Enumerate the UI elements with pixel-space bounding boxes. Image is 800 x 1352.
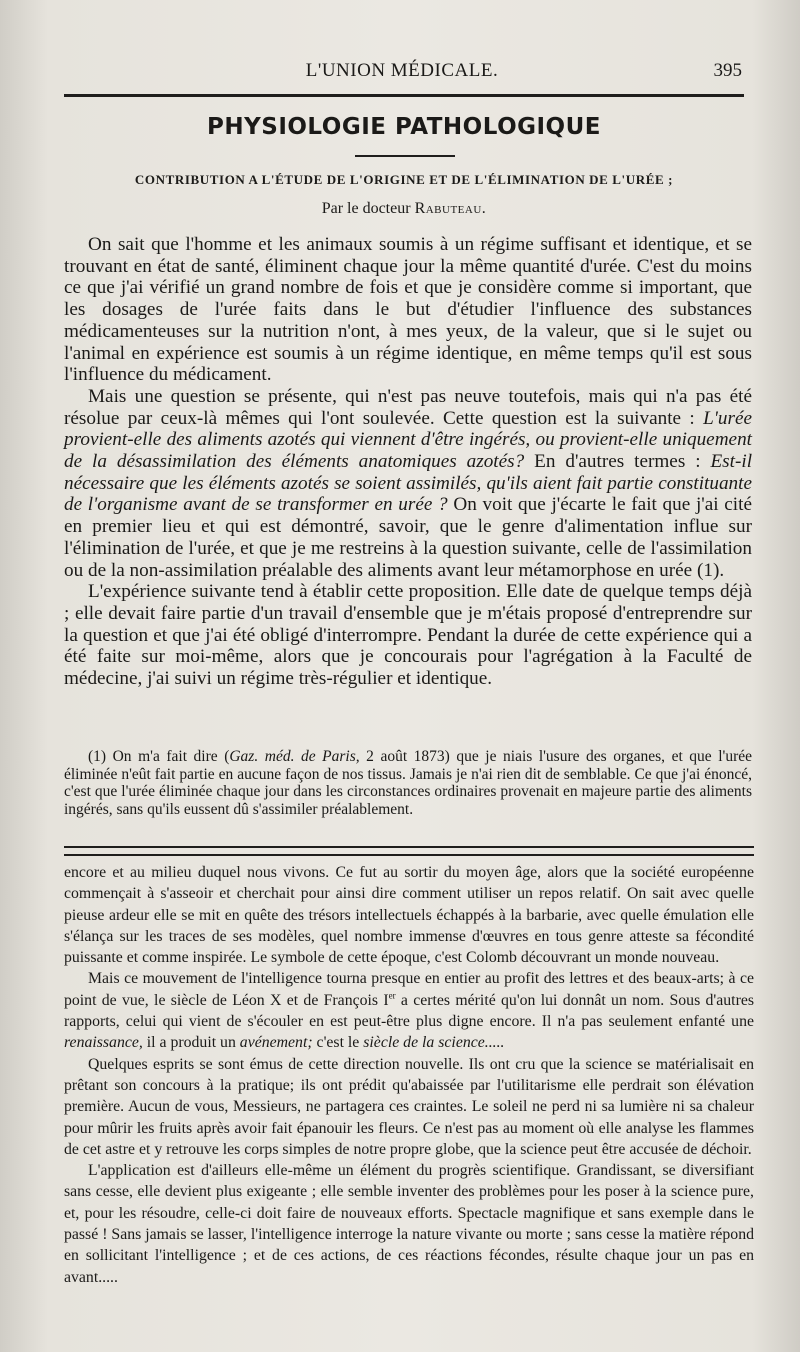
- feuilleton-p2-i2: avénement;: [239, 1034, 313, 1052]
- paragraph-2-text-c: En d'autres termes :: [534, 451, 701, 473]
- paragraph-3: L'expérience suivante tend à établir cette proposition. Elle date de quelque temps déjà ; elle devait faire partie d'un travail d'ensemble que je m'étais proposé d'entreprendre sur la question et que j'ai été obligé d'interrompre. Pendant la durée de cette expérience qui a été faite sur moi-même, alors que je concourais pour l'agrégation à la Faculté de médecine, j'ai suivi un régime très-régulier et identique.: [64, 581, 752, 690]
- footnote-text-a: (1) On m'a fait dire (: [88, 748, 230, 765]
- running-header: [62, 60, 742, 90]
- footnote: [64, 748, 752, 818]
- paragraph-2-question: L'urée provient-elle des aliments azotés qui viennent d'être ingérés, ou provient-elle uniquement de la désassimilation des éléments anatomiques azotés?: [64, 407, 753, 473]
- byline-prefix: Par le docteur: [321, 200, 411, 217]
- feuilleton-paragraph-2: [64, 968, 754, 1053]
- feuilleton-p2-i3: siècle de la science.....: [363, 1034, 505, 1052]
- paragraph-2-question-2: Est-il nécessaire que les éléments azotés se soient assimilés, qu'ils aient fait partie constituante de l'organisme avant de se transformer en urée ?: [64, 451, 753, 516]
- article-body: [64, 234, 752, 690]
- paragraph-2-text-e: On voit que j'écarte le fait que j'ai cité en premier lieu et qui est démontré, savoir, que le genre d'alimentation influe sur l'élimination de l'urée, et que je me restreins à la question suivante, celle de l'assimilation ou de la non-assimilation préalable des aliments avant leur métamorphose en urée (1).: [64, 494, 752, 581]
- footnote-source: Gaz. méd. de Paris,: [229, 748, 360, 765]
- article-subtitle: CONTRIBUTION A L'ÉTUDE DE L'ORIGINE ET DE L'ÉLIMINATION DE L'URÉE ;: [134, 172, 674, 187]
- page-number: 395: [713, 60, 742, 81]
- feuilleton-p2-c: il a produit un: [142, 1034, 240, 1052]
- feuilleton-p2-i1: renaissance,: [64, 1034, 143, 1052]
- header-rule: [64, 94, 744, 97]
- section-title: PHYSIOLOGIE PATHOLOGIQUE: [207, 114, 601, 140]
- feuilleton-p2-sup: er: [388, 990, 396, 1001]
- feuilleton-paragraph-4: L'application est d'ailleurs elle-même un élément du progrès scientifique. Grandissant, se diversifiant sans cesse, elle devient plus exigeante ; elle semble inventer des problèmes pour les poser à la science pure, et, pour les résoudre, celle-ci doit faire de nouveaux efforts. Spectacle magnifique et sans exemple dans le passé ! Sans jamais se lasser, l'intelligence interroge la nature vivante ou morte ; sans cesse la matière répond en sollicitant l'intelligence ; et de ces actions, de ces réactions fécondes, résulte chaque jour un pas en avant.....: [64, 1162, 754, 1286]
- paragraph-1: On sait que l'homme et les animaux soumis à un régime suffisant et identique, et se trouvant en état de santé, éliminent chaque jour la même quantité d'urée. C'est du moins ce que j'ai vérifié un grand nombre de fois et que je considère comme si important, que les dosages de l'urée faits dans le but d'étudier l'influence des substances médicamenteuses sur la nutrition n'ont, à mes yeux, de la valeur, que si le sujet ou l'animal en expérience est soumis à un régime identique, en même temps qu'il est sous l'influence du médicament.: [64, 234, 752, 386]
- paragraph-2: [64, 386, 752, 581]
- journal-title: L'UNION MÉDICALE.: [305, 60, 499, 81]
- feuilleton-p2-d: c'est le: [312, 1034, 364, 1052]
- feuilleton-paragraph-3: Quelques esprits se sont émus de cette direction nouvelle. Ils ont cru que la science se matérialisait en prêtant son concours à la pratique; ils ont prédit qu'abaissée par l'utilitarisme elle perdrait son élévation première. Aucun de vous, Messieurs, ne partagera ces craintes. Le soleil ne perd ni sa lumière ni sa chaleur pour mûrir les fruits après avoir fait épanouir les fleurs. Ce n'est pas au moment où elle analyse les flammes de cet astre et y retrouve les corps simples de notre propre globe, que la science peut être accusée de déchoir.: [64, 1055, 754, 1158]
- paragraph-2-text-a: Mais une question se présente, qui n'est pas neuve toutefois, mais qui n'a pas été résolue par ceux-là mêmes qui l'ont soulevée. Cette question est la suivante :: [64, 385, 752, 429]
- byline: [64, 200, 744, 218]
- feuilleton-paragraph-1: encore et au milieu duquel nous vivons. Ce fut au sortir du moyen âge, alors que la société européenne commençait à s'asseoir et cherchait pour ainsi dire comment utiliser un repos relatif. On sait avec quelle pieuse ardeur elle se mit en quête des trésors intellectuels échappés à la barbarie, avec quelle émulation elle s'élança sur les traces de ses modèles, quel nombre immense d'œuvres en tous genre atteste sa fécondité puissante et comme inspirée. Le symbole de cette époque, c'est Colomb découvrant un monde nouveau.: [64, 864, 754, 967]
- feuilleton-rule: [64, 846, 754, 856]
- footnote-text-b: 2 août 1873) que je niais l'usure des organes, et que l'urée éliminée n'eût fait partie en aucune façon de nos tissus. Jamais je n'ai rien dit de semblable. Ce que j'ai énoncé, c'est que l'urée éliminée chaque jour dans les circonstances ordinaires provenait en majeure partie des aliments ingérés, sans qu'ils eussent dû s'assimiler préalablement.: [64, 748, 752, 818]
- byline-author: Rabuteau.: [414, 200, 487, 217]
- feuilleton-p2-b: a certes mérité qu'on lui donnât un nom. Sous d'autres rapports, celui qui vient de s'écouler en est peut-être plus digne encore. Il n'a pas seulement enfanté une: [64, 991, 754, 1031]
- feuilleton: [64, 862, 754, 1288]
- feuilleton-p2-a: Mais ce mouvement de l'intelligence tourna presque en entier au profit des lettres et des beaux-arts; à ce point de vue, le siècle de Léon X et de François I: [64, 970, 754, 1009]
- title-rule: [355, 155, 455, 157]
